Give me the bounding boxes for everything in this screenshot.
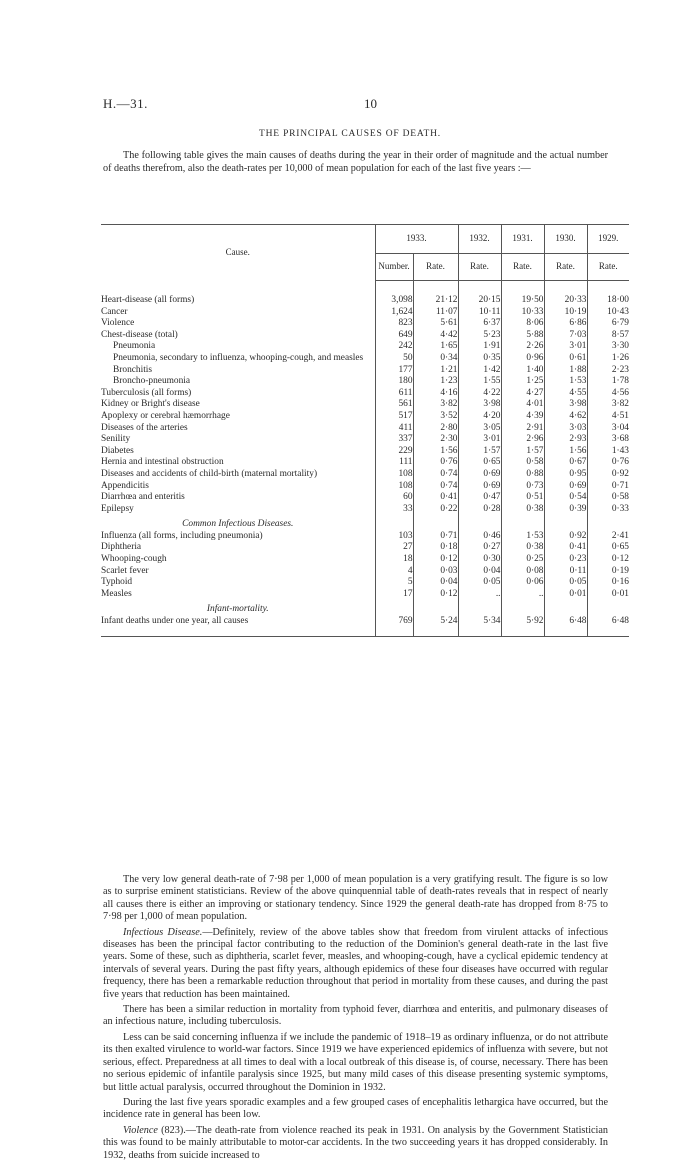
rate-cell: 3·01 bbox=[458, 434, 501, 446]
empty-cell bbox=[544, 600, 587, 616]
table-row bbox=[101, 434, 629, 446]
number-cell: 411 bbox=[375, 423, 413, 435]
rate-cell: 4·22 bbox=[458, 388, 501, 400]
empty-cell bbox=[413, 515, 458, 531]
rate-cell: 1·65 bbox=[413, 341, 458, 353]
number-cell: 3,098 bbox=[375, 295, 413, 307]
rate-cell: 10·33 bbox=[501, 307, 544, 319]
number-cell: 5 bbox=[375, 577, 413, 589]
rate-cell: 1·55 bbox=[458, 376, 501, 388]
rate-cell: 0·08 bbox=[501, 566, 544, 578]
rate-cell: 4·20 bbox=[458, 411, 501, 423]
rate-cell: 0·73 bbox=[501, 481, 544, 493]
table-row bbox=[101, 481, 629, 493]
paragraph-lead: Infectious Disease. bbox=[123, 926, 203, 938]
rate-cell: 0·03 bbox=[413, 566, 458, 578]
rate-cell: 1·26 bbox=[587, 353, 629, 365]
intro-paragraph: The following table gives the main causes of deaths during the year in their order of magnitude and the actual number of deaths therefrom, also the death-rates per 10,000 of mean population for each of the last five years :— bbox=[103, 150, 608, 174]
rate-cell: 0·22 bbox=[413, 504, 458, 516]
number-cell: 517 bbox=[375, 411, 413, 423]
cause-cell: Heart-disease (all forms) bbox=[101, 295, 195, 305]
rate-cell: 18·00 bbox=[587, 295, 629, 307]
rate-cell: 0·25 bbox=[501, 554, 544, 566]
table-row bbox=[101, 616, 629, 628]
rate-cell: 6·79 bbox=[587, 318, 629, 330]
table-row bbox=[101, 388, 629, 400]
section-heading: Infant-mortality. bbox=[206, 604, 269, 615]
cause-cell: Typhoid bbox=[101, 577, 133, 588]
rate-cell: 2·96 bbox=[501, 434, 544, 446]
table-bottom-cell bbox=[458, 628, 501, 637]
rate-cell: 0·05 bbox=[544, 577, 587, 589]
number-cell: 649 bbox=[375, 330, 413, 342]
rate-cell: .. bbox=[458, 589, 501, 601]
table-row bbox=[101, 376, 629, 388]
rate-cell: 0·74 bbox=[413, 469, 458, 481]
cause-cell: Diseases and accidents of child-birth (maternal mortality) bbox=[101, 468, 318, 479]
table-spacer-cell bbox=[501, 281, 544, 296]
rate-cell: 6·37 bbox=[458, 318, 501, 330]
table-row bbox=[101, 504, 629, 516]
rate-cell: 4·39 bbox=[501, 411, 544, 423]
number-cell: 103 bbox=[375, 531, 413, 543]
rate-cell: 1·88 bbox=[544, 365, 587, 377]
number-cell: 180 bbox=[375, 376, 413, 388]
rate-cell: 0·19 bbox=[587, 566, 629, 578]
table-bottom-cell bbox=[544, 628, 587, 637]
rate-cell: 0·46 bbox=[458, 531, 501, 543]
rate-cell: 0·71 bbox=[413, 531, 458, 543]
rate-cell: 0·33 bbox=[587, 504, 629, 516]
rate-cell: 10·11 bbox=[458, 307, 501, 319]
rate-cell: 8·57 bbox=[587, 330, 629, 342]
table-row bbox=[101, 411, 629, 423]
empty-cell bbox=[501, 600, 544, 616]
table-row bbox=[101, 589, 629, 601]
number-cell: 337 bbox=[375, 434, 413, 446]
section-heading: Common Infectious Diseases. bbox=[182, 519, 294, 530]
rate-cell: 0·69 bbox=[458, 469, 501, 481]
rate-cell: 3·98 bbox=[544, 399, 587, 411]
number-cell: 177 bbox=[375, 365, 413, 377]
rate-cell: 0·28 bbox=[458, 504, 501, 516]
cause-cell: Epilepsy bbox=[101, 503, 134, 514]
rate-cell: 5·34 bbox=[458, 616, 501, 628]
rate-cell: 3·82 bbox=[413, 399, 458, 411]
table-row bbox=[101, 554, 629, 566]
table-spacer-cell bbox=[544, 281, 587, 296]
rate-cell: 1·56 bbox=[544, 446, 587, 458]
cause-cell: Scarlet fever bbox=[101, 565, 149, 576]
cause-cell: Chest-disease (total) bbox=[101, 329, 178, 340]
rate-cell: 4·16 bbox=[413, 388, 458, 400]
rate-cell: 0·96 bbox=[501, 353, 544, 365]
rate-cell: 10·19 bbox=[544, 307, 587, 319]
number-cell: 561 bbox=[375, 399, 413, 411]
cause-cell: Tuberculosis (all forms) bbox=[101, 387, 192, 398]
rate-cell: 2·80 bbox=[413, 423, 458, 435]
rate-cell: 4·42 bbox=[413, 330, 458, 342]
rate-cell: 3·04 bbox=[587, 423, 629, 435]
number-cell: 33 bbox=[375, 504, 413, 516]
rate-cell: 0·92 bbox=[544, 531, 587, 543]
table-row bbox=[101, 365, 629, 377]
rate-cell: 1·53 bbox=[544, 376, 587, 388]
cause-cell: Diseases of the arteries bbox=[101, 422, 188, 433]
rate-cell: 2·93 bbox=[544, 434, 587, 446]
rate-cell: 0·65 bbox=[458, 457, 501, 469]
rate-cell: 3·01 bbox=[544, 341, 587, 353]
rate-cell: 6·48 bbox=[587, 616, 629, 628]
section-title: THE PRINCIPAL CAUSES OF DEATH. bbox=[259, 129, 441, 139]
rate-cell: 10·43 bbox=[587, 307, 629, 319]
number-cell: 229 bbox=[375, 446, 413, 458]
rate-cell: 5·24 bbox=[413, 616, 458, 628]
table-bottom-cell bbox=[101, 628, 375, 637]
table-row bbox=[101, 307, 629, 319]
paragraph-text: (823).—The death-rate from violence reached its peak in 1931. On analysis by the Government Statistician this was found to be mainly attributable to motor-car accidents. In the two succeeding years it has dropped considerably. In 1932, deaths from suicide increased to bbox=[103, 1124, 608, 1161]
rate-cell: 0·41 bbox=[544, 542, 587, 554]
section-row bbox=[101, 515, 629, 531]
rate-cell: 0·74 bbox=[413, 481, 458, 493]
empty-cell bbox=[458, 600, 501, 616]
rate-cell: 1·23 bbox=[413, 376, 458, 388]
number-cell: 17 bbox=[375, 589, 413, 601]
rate-cell: 21·12 bbox=[413, 295, 458, 307]
rate-cell: 1·56 bbox=[413, 446, 458, 458]
table-spacer-cell bbox=[413, 281, 458, 296]
table-row bbox=[101, 542, 629, 554]
rate-cell: 3·98 bbox=[458, 399, 501, 411]
rate-subheader: Rate. bbox=[587, 254, 629, 281]
rate-cell: 0·58 bbox=[501, 457, 544, 469]
paragraph bbox=[103, 1125, 608, 1162]
cause-cell: Infant deaths under one year, all causes bbox=[101, 616, 249, 627]
rate-cell: 1·42 bbox=[458, 365, 501, 377]
rate-cell: 2·91 bbox=[501, 423, 544, 435]
cause-cell: Violence bbox=[101, 318, 135, 329]
rate-cell: 6·86 bbox=[544, 318, 587, 330]
number-cell: 50 bbox=[375, 353, 413, 365]
rate-cell: .. bbox=[501, 589, 544, 601]
table-spacer-cell bbox=[587, 281, 629, 296]
number-cell: 108 bbox=[375, 481, 413, 493]
number-cell: 60 bbox=[375, 492, 413, 504]
rate-cell: 2·30 bbox=[413, 434, 458, 446]
number-cell: 18 bbox=[375, 554, 413, 566]
rate-cell: 0·71 bbox=[587, 481, 629, 493]
rate-cell: 1·43 bbox=[587, 446, 629, 458]
cause-column-header: Cause. bbox=[101, 225, 375, 281]
number-cell: 823 bbox=[375, 318, 413, 330]
rate-cell: 0·95 bbox=[544, 469, 587, 481]
rate-cell: 0·76 bbox=[587, 457, 629, 469]
body-text bbox=[103, 874, 608, 1165]
rate-cell: 1·57 bbox=[501, 446, 544, 458]
rate-cell: 0·06 bbox=[501, 577, 544, 589]
year-header: 1929. bbox=[587, 225, 629, 254]
rate-cell: 0·34 bbox=[413, 353, 458, 365]
number-cell: 769 bbox=[375, 616, 413, 628]
rate-cell: 3·03 bbox=[544, 423, 587, 435]
empty-cell bbox=[458, 515, 501, 531]
rate-cell: 0·16 bbox=[587, 577, 629, 589]
cause-cell: Pneumonia bbox=[113, 341, 156, 352]
rate-subheader: Rate. bbox=[544, 254, 587, 281]
table-spacer-row bbox=[101, 281, 629, 296]
rate-cell: 4·55 bbox=[544, 388, 587, 400]
cause-cell: Measles bbox=[101, 588, 132, 599]
rate-cell: 0·88 bbox=[501, 469, 544, 481]
number-cell: 108 bbox=[375, 469, 413, 481]
rate-cell: 0·69 bbox=[458, 481, 501, 493]
rate-cell: 1·78 bbox=[587, 376, 629, 388]
cause-cell: Appendicitis bbox=[101, 480, 149, 491]
rate-cell: 0·92 bbox=[587, 469, 629, 481]
rate-cell: 0·30 bbox=[458, 554, 501, 566]
table-bottom-row bbox=[101, 628, 629, 637]
rate-cell: 2·23 bbox=[587, 365, 629, 377]
rate-cell: 0·76 bbox=[413, 457, 458, 469]
empty-cell bbox=[544, 515, 587, 531]
rate-cell: 5·92 bbox=[501, 616, 544, 628]
rate-cell: 5·61 bbox=[413, 318, 458, 330]
causes-of-death-table bbox=[101, 224, 629, 637]
rate-cell: 4·62 bbox=[544, 411, 587, 423]
number-cell: 242 bbox=[375, 341, 413, 353]
year-header: 1933. bbox=[375, 225, 458, 254]
rate-cell: 0·11 bbox=[544, 566, 587, 578]
number-cell: 111 bbox=[375, 457, 413, 469]
cause-cell: Kidney or Bright's disease bbox=[101, 399, 200, 410]
empty-cell bbox=[375, 515, 413, 531]
year-header: 1932. bbox=[458, 225, 501, 254]
number-cell: 4 bbox=[375, 566, 413, 578]
rate-cell: 0·35 bbox=[458, 353, 501, 365]
table-row bbox=[101, 457, 629, 469]
rate-cell: 0·01 bbox=[544, 589, 587, 601]
rate-cell: 0·38 bbox=[501, 542, 544, 554]
rate-cell: 0·04 bbox=[413, 577, 458, 589]
table-bottom-cell bbox=[587, 628, 629, 637]
rate-cell: 3·68 bbox=[587, 434, 629, 446]
cause-cell: Diabetes bbox=[101, 445, 134, 456]
rate-cell: 1·21 bbox=[413, 365, 458, 377]
table-spacer-cell bbox=[458, 281, 501, 296]
rate-cell: 0·65 bbox=[587, 542, 629, 554]
rate-cell: 4·27 bbox=[501, 388, 544, 400]
rate-cell: 0·05 bbox=[458, 577, 501, 589]
table-row bbox=[101, 330, 629, 342]
table-row bbox=[101, 469, 629, 481]
rate-cell: 4·51 bbox=[587, 411, 629, 423]
rate-cell: 0·12 bbox=[413, 589, 458, 601]
empty-cell bbox=[501, 515, 544, 531]
empty-cell bbox=[375, 600, 413, 616]
number-cell: 611 bbox=[375, 388, 413, 400]
rate-cell: 8·06 bbox=[501, 318, 544, 330]
rate-cell: 4·01 bbox=[501, 399, 544, 411]
rate-cell: 5·23 bbox=[458, 330, 501, 342]
rate-cell: 0·39 bbox=[544, 504, 587, 516]
cause-cell: Cancer bbox=[101, 306, 128, 317]
rate-cell: 0·04 bbox=[458, 566, 501, 578]
paragraph: During the last five years sporadic examples and a few grouped cases of encephalitis lethargica have occurred, but the incidence rate in general has been low. bbox=[103, 1096, 608, 1121]
table-bottom-cell bbox=[375, 628, 413, 637]
empty-cell bbox=[413, 600, 458, 616]
rate-cell: 2·26 bbox=[501, 341, 544, 353]
cause-cell: Broncho-pneumonia bbox=[113, 376, 191, 387]
table-row bbox=[101, 446, 629, 458]
section-row bbox=[101, 600, 629, 616]
paragraph bbox=[103, 927, 608, 1001]
rate-cell: 0·12 bbox=[413, 554, 458, 566]
year-header: 1930. bbox=[544, 225, 587, 254]
rate-cell: 2·41 bbox=[587, 531, 629, 543]
rate-cell: 0·61 bbox=[544, 353, 587, 365]
rate-cell: 0·58 bbox=[587, 492, 629, 504]
cause-cell: Whooping-cough bbox=[101, 554, 167, 565]
rate-cell: 3·82 bbox=[587, 399, 629, 411]
rate-cell: 0·27 bbox=[458, 542, 501, 554]
paragraph: The very low general death-rate of 7·98 per 1,000 of mean population is a very gratifying result. The figure is so low as to surprise eminent statisticians. Review of the above quinquennial table of death-rates reveals that in respect of nearly all causes there is either an improving or stationary tendency. Since 1929 the general death-rate has dropped from 8·75 to 7·98 per 1,000 of mean population. bbox=[103, 874, 608, 923]
table-row bbox=[101, 353, 629, 365]
rate-cell: 0·18 bbox=[413, 542, 458, 554]
cause-cell: Diarrhœa and enteritis bbox=[101, 492, 185, 503]
cause-cell: Senility bbox=[101, 434, 131, 445]
paragraph-text: —Definitely, review of the above tables show that freedom from virulent attacks of infectious diseases has been the principal factor contributing to the reduction of the Dominion's general death-rate in the last five years. Some of these, such as diphtheria, scarlet fever, measles, and whooping-cough, have a cyclical epidemic tendency at intervals of several years. During the past fifty years, although epidemics of these four diseases have occurred with regular frequency, there has been a remarkable reduction throughout that period in mortality from these causes, and during the past five years that reduction has been maintained. bbox=[103, 926, 608, 1000]
rate-cell: 4·56 bbox=[587, 388, 629, 400]
rate-cell: 5·88 bbox=[501, 330, 544, 342]
rate-subheader: Rate. bbox=[458, 254, 501, 281]
cause-cell: Bronchitis bbox=[113, 364, 153, 375]
table-spacer-cell bbox=[101, 281, 375, 296]
paragraph: There has been a similar reduction in mortality from typhoid fever, diarrhœa and enteritis, and pulmonary diseases of an infectious nature, including tuberculosis. bbox=[103, 1004, 608, 1028]
table-bottom-cell bbox=[501, 628, 544, 637]
rate-cell: 1·57 bbox=[458, 446, 501, 458]
rate-cell: 1·53 bbox=[501, 531, 544, 543]
rate-cell: 0·69 bbox=[544, 481, 587, 493]
document-reference: H.—31. bbox=[103, 96, 148, 111]
rate-cell: 0·38 bbox=[501, 504, 544, 516]
rate-cell: 3·05 bbox=[458, 423, 501, 435]
table-spacer-cell bbox=[375, 281, 413, 296]
table-bottom-cell bbox=[413, 628, 458, 637]
page-number: 10 bbox=[364, 96, 377, 111]
table-row bbox=[101, 566, 629, 578]
rate-cell: 0·12 bbox=[587, 554, 629, 566]
rate-cell: 7·03 bbox=[544, 330, 587, 342]
rate-cell: 1·25 bbox=[501, 376, 544, 388]
empty-cell bbox=[587, 515, 629, 531]
empty-cell bbox=[587, 600, 629, 616]
table-body bbox=[101, 281, 629, 637]
table-row bbox=[101, 577, 629, 589]
cause-cell: Influenza (all forms, including pneumonia) bbox=[101, 530, 263, 541]
rate-subheader: Rate. bbox=[413, 254, 458, 281]
table-row bbox=[101, 399, 629, 411]
rate-cell: 20·33 bbox=[544, 295, 587, 307]
cause-cell: Pneumonia, secondary to influenza, whooping-cough, and measles bbox=[113, 352, 364, 363]
rate-cell: 0·23 bbox=[544, 554, 587, 566]
rate-cell: 1·91 bbox=[458, 341, 501, 353]
rate-cell: 1·40 bbox=[501, 365, 544, 377]
rate-cell: 0·67 bbox=[544, 457, 587, 469]
number-cell: 1,624 bbox=[375, 307, 413, 319]
rate-cell: 0·41 bbox=[413, 492, 458, 504]
rate-subheader: Rate. bbox=[501, 254, 544, 281]
rate-cell: 20·15 bbox=[458, 295, 501, 307]
rate-cell: 0·01 bbox=[587, 589, 629, 601]
cause-cell: Hernia and intestinal obstruction bbox=[101, 457, 224, 468]
table-row bbox=[101, 423, 629, 435]
year-header: 1931. bbox=[501, 225, 544, 254]
cause-cell: Apoplexy or cerebral hæmorrhage bbox=[101, 410, 230, 421]
table-row bbox=[101, 295, 629, 307]
table-row bbox=[101, 492, 629, 504]
rate-cell: 0·51 bbox=[501, 492, 544, 504]
table-row bbox=[101, 341, 629, 353]
rate-cell: 11·07 bbox=[413, 307, 458, 319]
rate-cell: 19·50 bbox=[501, 295, 544, 307]
rate-cell: 0·54 bbox=[544, 492, 587, 504]
rate-cell: 3·30 bbox=[587, 341, 629, 353]
number-cell: 27 bbox=[375, 542, 413, 554]
rate-cell: 3·52 bbox=[413, 411, 458, 423]
rate-cell: 0·47 bbox=[458, 492, 501, 504]
paragraph: Less can be said concerning influenza if we include the pandemic of 1918–19 as ordinary influenza, or do not attribute its then exalted virulence to world-war factors. Since 1919 we have experienced epidemics of influenza with severe, but not serious, effect. Preparedness at all times to deal with a local outbreak of this disease is, of course, necessary. There has been no serious epidemic of infantile paralysis since 1925, but many mild cases of this disease presenting systemic symptoms, but little actual paralysis, occurred throughout the Dominion in 1932. bbox=[103, 1031, 608, 1093]
paragraph-lead: Violence bbox=[123, 1124, 158, 1136]
cause-cell: Diphtheria bbox=[101, 542, 142, 553]
table-row bbox=[101, 531, 629, 543]
table-row bbox=[101, 318, 629, 330]
rate-cell: 6·48 bbox=[544, 616, 587, 628]
number-subheader: Number. bbox=[375, 254, 413, 281]
